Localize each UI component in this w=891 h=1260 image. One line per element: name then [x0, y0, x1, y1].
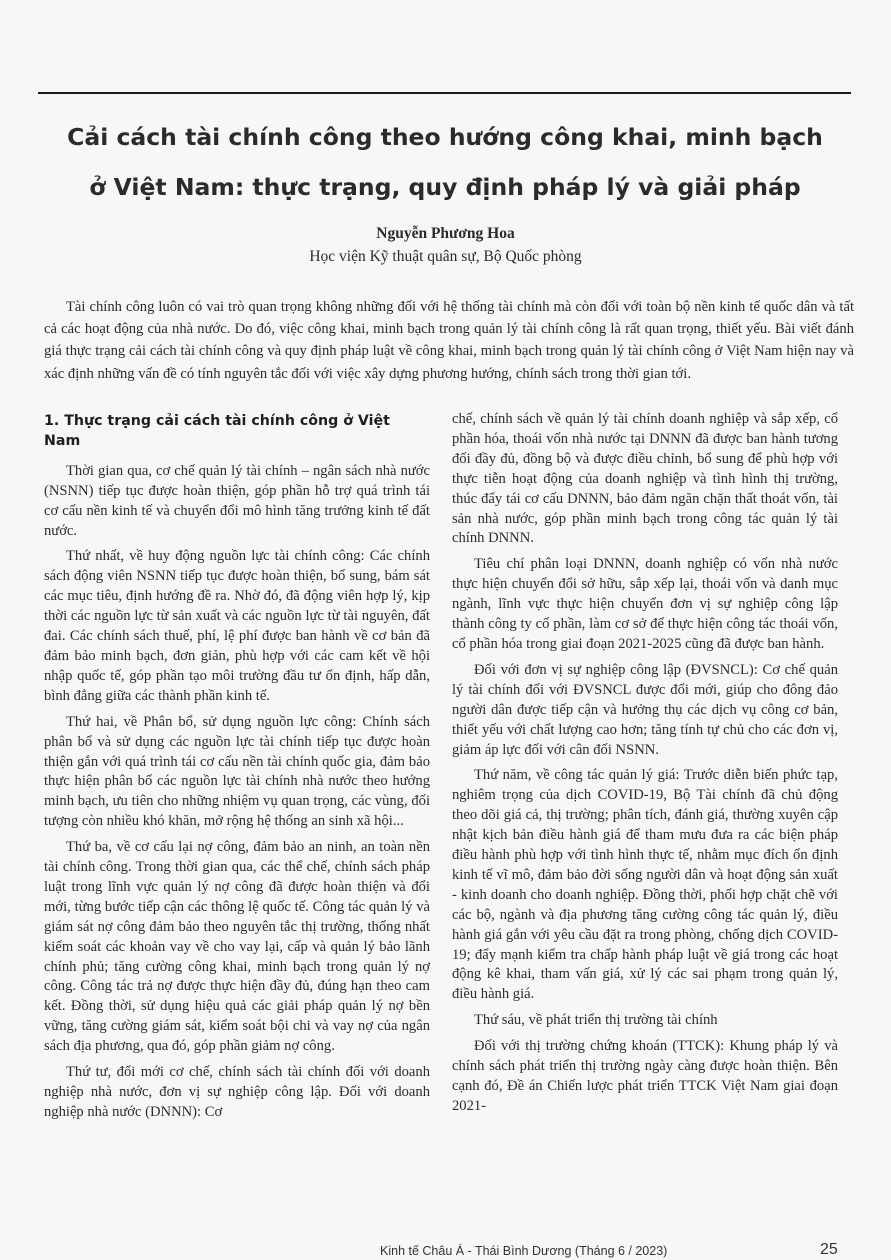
- left-column: [44, 410, 430, 1129]
- paragraph: Thứ tư, đổi mới cơ chế, chính sách tài chính đối với doanh nghiệp nhà nước, đơn vị sự nghiệp công lập. Đối với doanh nghiệp nhà nước (DNNN): Cơ: [44, 1064, 430, 1120]
- journal-name: Kinh tế Châu Á - Thái Bình Dương (Tháng 6 / 2023): [380, 1244, 668, 1258]
- paragraph: Đối với thị trường chứng khoán (TTCK): Khung pháp lý và chính sách phát triển thị trường ngày càng được hoàn thiện. Bên cạnh đó, Đề án Chiến lược phát triển TTCK Việt Nam giai đoạn 2021-: [452, 1038, 838, 1114]
- paragraph: Tiêu chí phân loại DNNN, doanh nghiệp có vốn nhà nước thực hiện chuyển đổi sở hữu, sắp xếp lại, thoái vốn và danh mục ngành, lĩnh vực thực hiện chuyển đơn vị sự nghiệp công lập thành công ty cổ phần, làm cơ sở để thực hiện công tác thoái vốn, cổ phần hóa trong giai đoạn 2021-2025 cũng đã được ban hành.: [452, 556, 838, 652]
- header-rule: [38, 92, 851, 94]
- right-column: [452, 410, 838, 1123]
- section-heading: 1. Thực trạng cải cách tài chính công ở Việt Nam: [44, 413, 390, 449]
- paragraph-continued: chế, chính sách về quản lý tài chính doanh nghiệp và sắp xếp, cổ phần hóa, thoái vốn nhà nước tại DNNN đã được ban hành tương đối đầy đủ, đồng bộ và được điều chỉnh, bổ sung để phù hợp với thực tiễn hoạt động của doanh nghiệp và tình hình thị trường, thúc đẩy tái cơ cấu DNNN, bảo đảm ngăn chặn thất thoát vốn, tài sản nhà nước, góp phần minh bạch trong công tác quản lý tài chính DNNN.: [452, 411, 838, 547]
- paragraph: Thứ sáu, về phát triển thị trường tài chính: [474, 1012, 718, 1029]
- author-affiliation: Học viện Kỹ thuật quân sự, Bộ Quốc phòng: [309, 248, 582, 265]
- title-line-2: ở Việt Nam: thực trạng, quy định pháp lý và giải pháp: [89, 173, 801, 201]
- paragraph: Thứ nhất, về huy động nguồn lực tài chính công: Các chính sách động viên NSNN tiếp tục được hoàn thiện, bổ sung, bám sát các mục tiêu, định hướng đề ra. Nhờ đó, đã động viên hợp lý, kịp thời các nguồn lực từ sản xuất và các nguồn lực từ tài nguyên, đất đai. Các chính sách thuế, phí, lệ phí được ban hành về cơ bản đã đảm bảo minh bạch, đơn giản, phù hợp với các cam kết về hội nhập quốc tế, góp phần tạo môi trường đầu tư ổn định, hấp dẫn, bình đẳng giữa các thành phần kinh tế.: [44, 548, 430, 704]
- author-name: Nguyễn Phương Hoa: [376, 225, 515, 242]
- page-number: 25: [820, 1241, 838, 1258]
- title-line-1: Cải cách tài chính công theo hướng công khai, minh bạch: [67, 123, 823, 151]
- paragraph: Thứ ba, về cơ cấu lại nợ công, đảm bảo an ninh, an toàn nền tài chính công. Trong thời gian qua, các thể chế, chính sách pháp luật trong lĩnh vực quản lý nợ công đã được hoàn thiện và đổi mới, từng bước tiếp cận các thông lệ quốc tế. Công tác quản lý và giám sát nợ công đảm bảo theo nguyên tắc thị trường, thống nhất kiểm soát các khoản vay về cho vay lại, cấp và quản lý bảo lãnh chính phủ; tăng cường công khai, minh bạch trong quản lý nợ công. Công tác trả nợ được thực hiện đầy đủ, đúng hạn theo cam kết. Đồng thời, sử dụng hiệu quả các giải pháp quản lý nợ bền vững, tăng cường giám sát, kiểm soát bội chi và vay nợ của ngân sách địa phương, qua đó, góp phần giảm nợ công.: [44, 839, 430, 1055]
- paragraph: Đối với đơn vị sự nghiệp công lập (ĐVSNCL): Cơ chế quản lý tài chính đối với ĐVSNCL được đổi mới, giúp cho đông đảo người dân được tiếp cận và hưởng thụ các dịch vụ công cơ bản, thiết yếu với chất lượng cao hơn; tăng tính tự chủ cho các đơn vị, giảm áp lực đối với cân đối NSNN.: [452, 661, 838, 758]
- article-title: [40, 112, 850, 212]
- abstract-text: Tài chính công luôn có vai trò quan trọng không những đối với hệ thống tài chính mà còn đối với toàn bộ nền kinh tế quốc dân và tất cả các hoạt động của nhà nước. Do đó, việc công khai, minh bạch trong quản lý tài chính công là rất quan trọng, thiết yếu. Bài viết đánh giá thực trạng cải cách tài chính công và quy định pháp luật về công khai, minh bạch trong quản lý tài chính công ở Việt Nam hiện nay và xác định những vấn đề có tính nguyên tắc đối với việc xây dựng phương hướng, chính sách trong thời gian tới.: [44, 299, 854, 382]
- paragraph: Thứ hai, về Phân bổ, sử dụng nguồn lực công: Chính sách phân bổ và sử dụng các nguồn lực tài chính tiếp tục được hoàn thiện gắn với quá trình tái cơ cấu nền tài chính quốc gia, đảm bảo thực hiện phân bổ các nguồn lực tài chính nhà nước theo hướng minh bạch, ưu tiên cho những nhiệm vụ quan trọng, các vùng, đối tượng còn nhiều khó khăn, mở rộng hệ thống an sinh xã hội...: [44, 713, 430, 830]
- paragraph: Thứ năm, về công tác quản lý giá: Trước diễn biến phức tạp, nghiêm trọng của dịch COVID-19, Bộ Tài chính đã chủ động theo dõi giá cả, thị trường; phân tích, đánh giá, thường xuyên cập nhật kịch bản điều hành giá để tham mưu đưa ra các biện pháp điều hành phù hợp với tình hình thực tế, nhằm mục đích ổn định kinh tế vĩ mô, đảm bảo đời sống người dân và hoạt động sản xuất - kinh doanh cho doanh nghiệp. Đồng thời, phối hợp chặt chẽ với các bộ, ngành và địa phương tăng cường công tác quản lý, điều hành giá gắn với yêu cầu đặt ra trong phòng, chống dịch COVID-19; đẩy mạnh kiểm tra chấp hành pháp luật về giá trong các hoạt động kê khai, tham vấn giá, xử lý các sai phạm trong quản lý, điều hành giá.: [452, 767, 838, 1003]
- abstract: [44, 296, 854, 385]
- paragraph: Thời gian qua, cơ chế quản lý tài chính – ngân sách nhà nước (NSNN) tiếp tục được hoàn thiện, góp phần hỗ trợ quá trình tái cơ cấu nền kinh tế và chuyển đổi mô hình tăng trưởng kinh tế đất nước.: [44, 462, 430, 539]
